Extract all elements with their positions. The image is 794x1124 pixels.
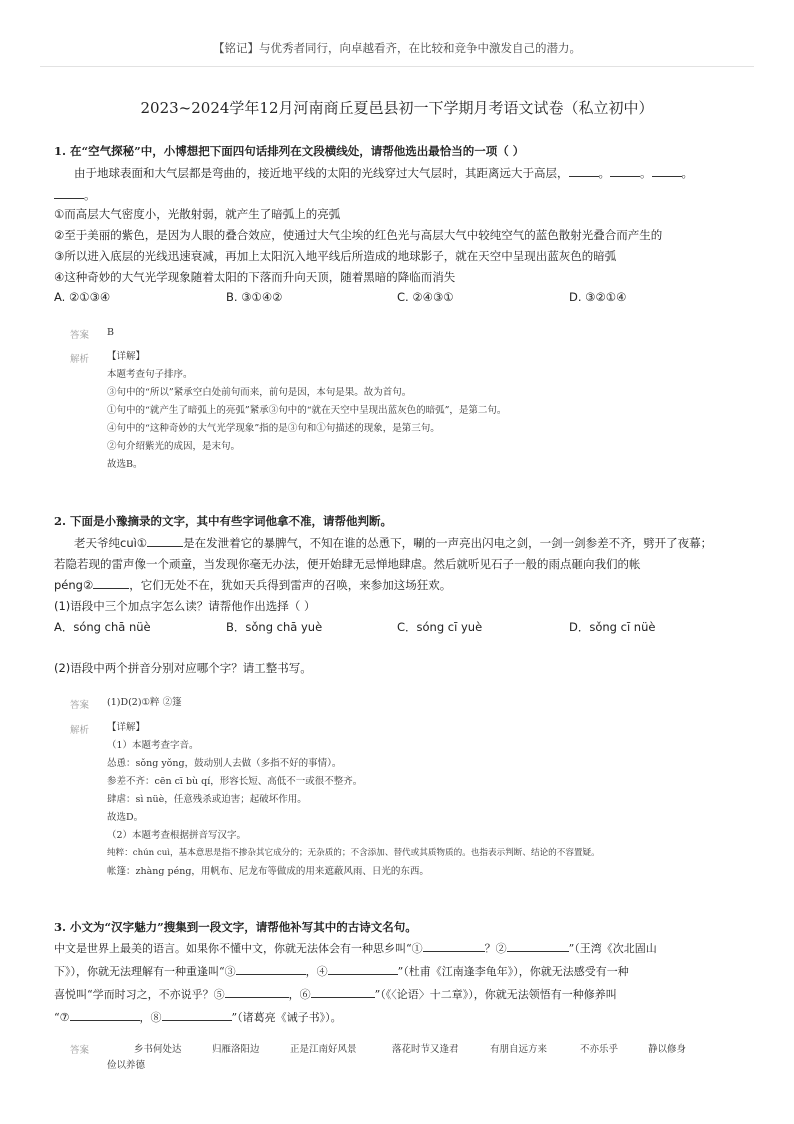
q3-text: ”（杜甫《江南逢李龟年》），你就无法感受有一种 [397, 965, 629, 978]
q3-blank-7[interactable] [70, 1009, 140, 1021]
q2-passage-line2: 若隐若现的雷声像一个顽童，当发现你毫无办法，便开始肆无忌惮地肆虐。然后就听见石子一般的雨点砸向我们的帐 [54, 557, 641, 571]
q2-pinyin-2: péng② [54, 578, 94, 592]
q1-analysis-line: 故选B。 [107, 459, 143, 470]
q1-analysis-line: ④句中的“这种奇妙的大气光学现象”指的是③句和①句描述的现象，是第三句。 [107, 423, 440, 434]
q2-passage-line1 [74, 535, 712, 551]
q2-option-d[interactable]: D．sǒng cī nüè [569, 620, 656, 634]
q1-option-a[interactable]: A. ②①③④ [54, 290, 111, 304]
q3-answer-8: 俭以养德 [107, 1060, 146, 1071]
q1-sentence-4: ④这种奇妙的大气光学现象随着太阳的下落而升向天顶，随着黑暗的降临而消失 [54, 270, 456, 284]
q1-analysis-line: ③句中的“所以”紧承空白处前句而来，前句是因，本句是果。故为首句。 [107, 387, 412, 398]
q1-sentence-2: ②至于美丽的紫色，是因为人眼的叠合效应，使通过大气尘埃的红色光与高层大气中较纯空气的蓝色散射光叠合而产生的 [54, 228, 663, 242]
q3-answer-5: 有朋自远方来 [490, 1044, 548, 1055]
q3-answer-1: 乡书何处达 [134, 1044, 182, 1055]
q3-passage-line1 [54, 940, 657, 957]
q3-blank-3[interactable] [236, 963, 306, 975]
q3-text: 喜悦叫“学而时习之，不亦说乎？⑤ [54, 988, 225, 1001]
q3-text: ，④ [305, 965, 328, 978]
q3-blank-8[interactable] [162, 1009, 232, 1021]
q1-analysis-line: 【详解】 [107, 351, 146, 362]
q1-answer-value: B [107, 327, 114, 338]
q2-subquestion-1: (1)语段中三个加点字怎么读？请帮他作出选择（ ） [54, 599, 316, 613]
q2-analysis-line: 【详解】 [107, 722, 146, 733]
q3-answer-6: 不亦乐乎 [580, 1044, 619, 1055]
q2-analysis-label: 解析 [70, 725, 90, 736]
q1-option-c[interactable]: C. ②④③① [397, 290, 454, 304]
q3-answer-4: 落花时节又逢君 [392, 1044, 459, 1055]
header-motto: 【铭记】与优秀者同行，向卓越看齐，在比较和竞争中激发自己的潜力。 [213, 41, 581, 55]
q1-stem: 1. 在“空气探秘”中，小博想把下面四句话排列在文段横线处，请帮他选出最恰当的一项（ ） [54, 144, 525, 158]
q3-blank-1[interactable] [423, 940, 485, 952]
q3-blank-4[interactable] [328, 963, 398, 975]
q3-blank-2[interactable] [507, 940, 569, 952]
q1-answer-label: 答案 [70, 330, 90, 341]
q3-text: ”（诸葛亮《诫子书》）。 [231, 1011, 342, 1024]
q2-subquestion-2: (2)语段中两个拼音分别对应哪个字？请工整书写。 [54, 661, 312, 675]
q2-passage-line3 [54, 577, 451, 593]
header-divider [40, 66, 754, 67]
q3-passage-line2 [54, 963, 629, 980]
q2-option-b[interactable]: B．sǒng chā yuè [226, 620, 323, 634]
q3-text: ？② [484, 942, 507, 955]
q2-passage-end: ，它们无处不在，犹如天兵得到雷声的召唤，来参加这场狂欢。 [129, 578, 452, 592]
q3-answer-7: 静以修身 [648, 1044, 687, 1055]
q2-analysis-line: 纯粹：chún cuì，基本意思是指不掺杂其它成分的；无杂质的；不含添加、替代或其质物质的。也指表示判断、结论的不容置疑。 [107, 848, 600, 858]
q2-analysis-line: （1）本题考查字音。 [107, 740, 199, 751]
q1-passage-line1: 由于地球表面和大气层都是弯曲的，接近地平线的太阳的光线穿过大气层时，其距离远大于高层， 。 。 。 [74, 166, 693, 180]
q2-blank-2[interactable] [93, 577, 129, 589]
q1-blank-2[interactable] [610, 165, 640, 177]
q3-blank-5[interactable] [225, 986, 289, 998]
q3-answer-3: 正是江南好风景 [290, 1044, 357, 1055]
q3-blank-6[interactable] [311, 986, 375, 998]
q3-text: 中文是世界上最美的语言。如果你不懂中文，你就无法体会有一种思乡叫“① [54, 942, 423, 955]
q1-passage-text: 由于地球表面和大气层都是弯曲的，接近地平线的太阳的光线穿过大气层时，其距离远大于高层， [74, 166, 569, 180]
q2-analysis-line: 怂恿：sǒng yǒng，鼓动别人去做（多指不好的事情）。 [107, 758, 342, 769]
q2-answer-label: 答案 [70, 700, 90, 711]
q2-passage-text: 是在发泄着它的暴脾气，不知在谁的怂恿下，唰的一声亮出闪电之剑，一剑一剑参差不齐，劈开了夜幕； [183, 536, 713, 550]
q1-analysis-line: ①句中的“就产生了暗弧上的亮弧”紧承③句中的“就在天空中呈现出蓝灰色的暗弧”，是第二句。 [107, 405, 507, 416]
q2-stem: 2. 下面是小豫摘录的文字，其中有些字词他拿不准，请帮他判断。 [54, 514, 393, 528]
q2-analysis-line: （2）本题考查根据拼音写汉字。 [107, 830, 247, 841]
q2-option-a[interactable]: A．sóng chā nüè [54, 620, 151, 634]
q1-blank-1[interactable] [569, 165, 599, 177]
q1-passage-line2 [54, 187, 96, 203]
q3-text: 下》），你就无法理解有一种重逢叫“③ [54, 965, 236, 978]
q2-blank-1[interactable] [147, 535, 183, 547]
q2-passage-start: 老天爷纯cuì① [74, 536, 148, 550]
q2-analysis-line: 帐篷：zhàng péng，用帆布、尼龙布等做成的用来遮蔽风雨、日光的东西。 [107, 866, 429, 877]
q1-passage-end: 。 [84, 188, 96, 202]
q2-analysis-line: 故选D。 [107, 812, 144, 823]
q3-stem: 3. 小文为“汉字魅力”搜集到一段文字，请帮他补写其中的古诗文名句。 [54, 920, 417, 934]
q2-analysis-line: 参差不齐：cēn cī bù qí，形容长短、高低不一或很不整齐。 [107, 776, 363, 787]
q2-answer-value: (1)D(2)①粹 ②篷 [107, 697, 182, 708]
q1-blank-4[interactable] [54, 187, 84, 199]
q2-analysis-line: 肆虐：sì nüè，任意残杀或迫害；起破坏作用。 [107, 794, 307, 805]
q1-sentence-1: ①而高层大气密度小，光散射弱，就产生了暗弧上的亮弧 [54, 207, 341, 221]
q3-text: ，⑧ [139, 1011, 162, 1024]
q3-text: ，⑥ [288, 988, 311, 1001]
q1-analysis-line: ②句介绍紫光的成因，是末句。 [107, 441, 241, 452]
q3-passage-line3 [54, 986, 617, 1003]
q3-answer-2: 归雁洛阳边 [212, 1044, 260, 1055]
q1-sentence-3: ③所以进入底层的光线迅速衰减，再加上太阳沉入地平线后所造成的地球影子，就在天空中呈现出蓝灰色的暗弧 [54, 249, 617, 263]
q1-analysis-line: 本题考查句子排序。 [107, 369, 193, 380]
q1-option-b[interactable]: B. ③①④② [226, 290, 283, 304]
q3-passage-line4 [54, 1009, 342, 1026]
q1-analysis-label: 解析 [70, 354, 90, 365]
page-title: 2023~2024学年12月河南商丘夏邑县初一下学期月考语文试卷（私立初中） [140, 99, 654, 117]
q2-option-c[interactable]: C．sóng cī yuè [397, 620, 483, 634]
q3-text: ”（王湾《次北固山 [568, 942, 657, 955]
q3-text: “⑦ [54, 1011, 70, 1024]
q1-blank-3[interactable] [652, 165, 682, 177]
q3-answer-label: 答案 [70, 1045, 90, 1056]
q1-option-d[interactable]: D. ③②①④ [569, 290, 627, 304]
q3-text: ”（《〈论语〉十二章》），你就无法领悟有一种修养叫 [374, 988, 617, 1001]
